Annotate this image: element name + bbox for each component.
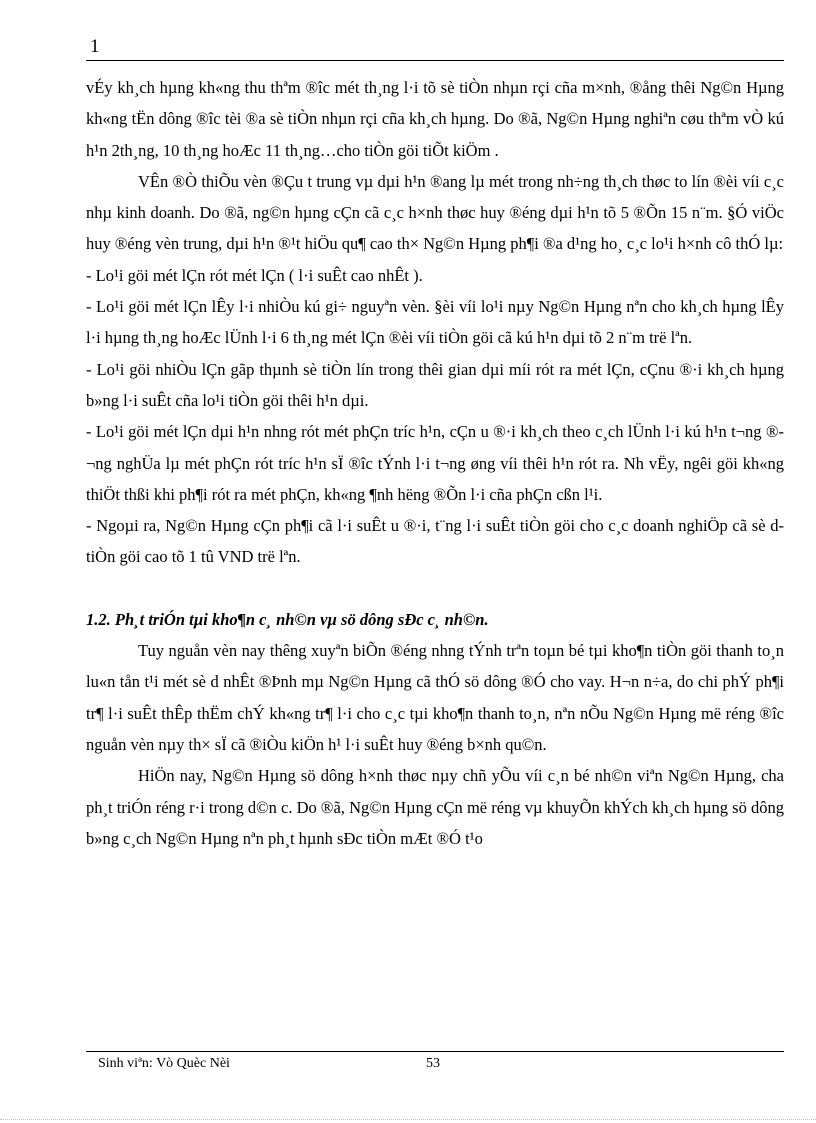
list-item: - Ngoµi ra, Ng©n Hµng cÇn ph¶i cã l·i suÊt u ®·i, t¨ng l·i suÊt tiÒn göi cho c¸c doanh nghiÖp cã sè d tiÒn göi cao tõ 1 tû VND trë lªn. [86, 516, 784, 567]
list-item: - Lo¹i göi nhiÒu lÇn gãp thµnh sè tiÒn lín trong thêi gian dµi míi rót ra mét lÇn, cÇnu ®·i kh¸ch hµng b»ng l·i suÊt cña lo¹i tiÒn göi thêi h¹n dµi. [86, 359, 784, 410]
header-rule [86, 60, 784, 61]
page-boundary [0, 1119, 816, 1120]
footer-rule [86, 1051, 784, 1052]
paragraph: Tuy nguån vèn nay thêng xuyªn biÕn ®éng nhng tÝnh trªn toµn bé tµi kho¶n tiÒn göi thanh to¸n lu«n tån t¹i mét sè d nhÊt ®Þnh mµ Ng©n Hµng cã thÓ sö dông ®Ó cho vay. H¬n n÷a, do chi phÝ ph¶i tr¶ l·i suÊt thÊp thËm chÝ kh«ng tr¶ l·i cho c¸c tµi kho¶n thanh to¸n, nªn nÕu Ng©n Hµng më réng ®îc nguån vèn nµy th× sÏ cã ®iÒu kiÖn h¹ l·i suÊt huy ®éng b×nh qu©n. [86, 641, 784, 754]
list-item: - Lo¹i göi mét lÇn rót mét lÇn ( l·i suÊt cao nhÊt ). [86, 265, 423, 285]
paragraph: HiÖn nay, Ng©n Hµng sö dông h×nh thøc nµy chñ yÕu víi c¸n bé nh©n viªn Ng©n Hµng, cha ph¸t triÓn réng r·i trong d©n c. Do ®ã, Ng©n Hµng cÇn më réng vµ khuyÕn khÝch kh¸ch hµng sö dông b»ng c¸ch Ng©n Hµng nªn ph¸t hµnh sÐc tiÒn mÆt ®Ó t¹o [86, 766, 784, 848]
body-text [86, 72, 784, 854]
list-item: - Lo¹i göi mét lÇn dµi h¹n nhng rót mét phÇn tríc h¹n, cÇn u ®·i kh¸ch theo c¸ch lÜnh l·i kú h¹n t¬ng ®¬ng nghÜa lµ mét phÇn rót tríc h¹n sÏ ®îc tÝnh l·i t¬ng øng víi thêi h¹n rót ra. Nh vËy, ngêi göi kh«ng thiÖt thßi khi ph¶i rót ra mét phÇn, kh«ng ¶nh hëng ®Õn l·i cña phÇn cßn l¹i. [86, 422, 784, 504]
section-heading: 1.2. Ph¸t triÓn tµi kho¶n c¸ nh©n vµ sö dông sÐc c¸ nh©n. [86, 609, 489, 629]
footer-page-number: 53 [426, 1056, 440, 1071]
footer-author: Sinh viªn: Vò Quèc Nèi [98, 1056, 230, 1071]
paragraph: VÊn ®Ò thiÕu vèn ®Çu t trung vµ dµi h¹n ®ang lµ mét trong nh÷ng th¸ch thøc to lín ®èi víi c¸c nhµ kinh doanh. Do ®ã, ng©n hµng cÇn cã c¸c h×nh thøc huy ®éng dµi h¹n tõ 5 ®Õn 15 n¨m. §Ó viÖc huy ®éng vèn trung, dµi h¹n ®¹t hiÖu qu¶ cao th× Ng©n Hµng ph¶i ®a d¹ng ho¸ c¸c lo¹i h×nh cô thÓ lµ: [86, 171, 784, 254]
page-number: 1 [90, 36, 100, 57]
paragraph: vÉy kh¸ch hµng kh«ng thu thªm ®îc mét th¸ng l·i tõ sè tiÒn nhµn rçi cña m×nh, ®ång thêi Ng©n Hµng kh«ng tËn dông ®îc tèi ®a sè tiÒn nhµn rçi cña kh¸ch hµng. Do ®ã, Ng©n Hµng nghiªn cøu thªm vÒ kú h¹n 2th¸ng, 10 th¸ng hoÆc 11 th¸ng…cho tiÒn göi tiÕt kiÖm . [86, 78, 784, 160]
list-item: - Lo¹i göi mét lÇn lÊy l·i nhiÒu kú gi÷ nguyªn vèn. §èi víi lo¹i nµy Ng©n Hµng nªn cho kh¸ch hµng lÊy l·i hµng th¸ng hoÆc lÜnh l·i 6 th¸ng mét lÇn ®èi víi tiÒn göi cã kú h¹n dµi tõ 2 n¨m trë lªn. [86, 297, 784, 348]
